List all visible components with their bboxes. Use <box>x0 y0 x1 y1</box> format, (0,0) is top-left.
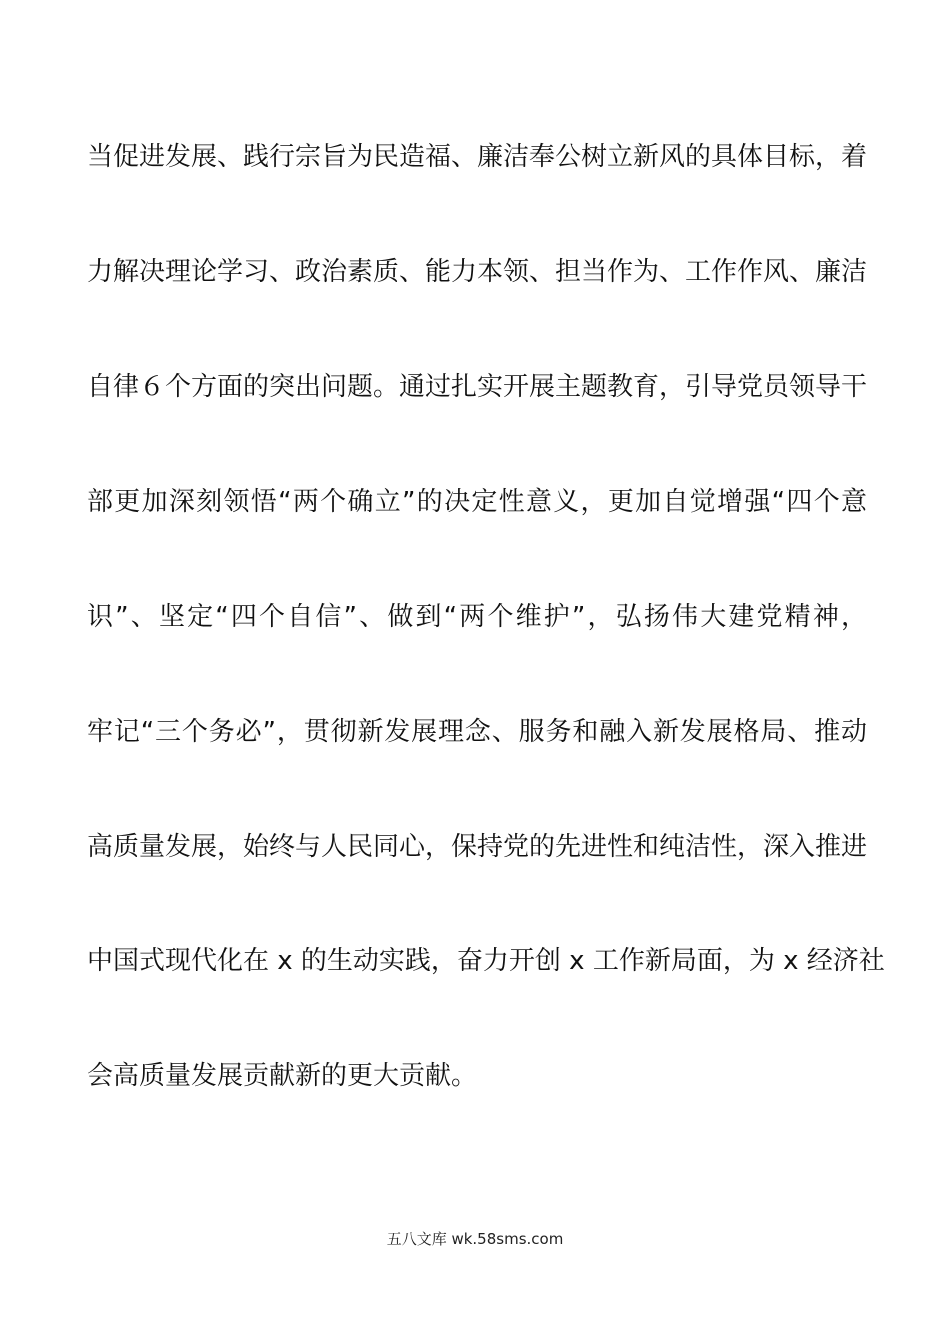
paragraph-line: 当促进发展、践行宗旨为民造福、廉洁奉公树立新风的具体目标，着 <box>87 142 868 172</box>
paragraph-line: 部更加深刻领悟“两个确立”的决定性意义，更加自觉增强“四个意 <box>87 487 867 517</box>
footer-watermark: 五八文库 wk.58sms.com <box>386 1230 564 1248</box>
paragraph-line: 识”、坚定“四个自信”、做到“两个维护”，弘扬伟大建党精神， <box>87 602 867 632</box>
paragraph-line: 中国式现代化在 x 的生动实践，奋力开创 x 工作新局面，为 x 经济社 <box>87 946 885 976</box>
paragraph-line: 会高质量发展贡献新的更大贡献。 <box>87 1061 478 1091</box>
paragraph-line: 力解决理论学习、政治素质、能力本领、担当作为、工作作风、廉洁 <box>87 257 868 287</box>
paragraph-line: 牢记“三个务必”，贯彻新发展理念、服务和融入新发展格局、推动 <box>87 717 867 747</box>
paragraph-line: 自律６个方面的突出问题。通过扎实开展主题教育，引导党员领导干 <box>87 372 868 402</box>
paragraph-line: 高质量发展，始终与人民同心，保持党的先进性和纯洁性，深入推进 <box>87 832 868 862</box>
